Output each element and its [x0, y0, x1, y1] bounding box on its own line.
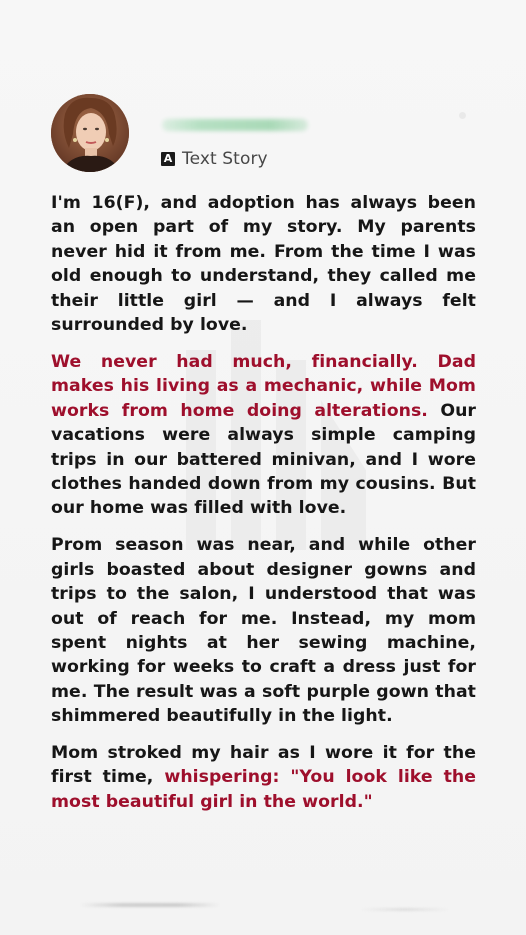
text-story-icon: A [161, 152, 175, 166]
story-paragraph [51, 350, 476, 521]
decorative-dot [459, 112, 466, 119]
author-name-redacted [162, 119, 308, 131]
decorative-smudge [360, 908, 450, 911]
story-paragraph [51, 191, 476, 337]
story-text: Mom stroked my hair as I wore it for the first time, [51, 743, 476, 788]
story-body [51, 191, 476, 827]
text-story-tag [161, 149, 268, 169]
story-text: Our vacations were always simple camping trips in our battered minivan, and I wore clothes handed down from my cousins. But our home was filled with love. [51, 400, 477, 519]
decorative-smudge [80, 903, 220, 907]
story-paragraph [51, 741, 476, 814]
story-paragraph [51, 533, 476, 728]
story-text: Prom season was near, and while other girls boasted about designer gowns and trips to the salon, I understood that was out of reach for me. Instead, my mom spent nights at her sewing machine, working for weeks to craft a dress just for me. The result was a soft purple gown that shimmered beautifully in the light. [51, 535, 476, 727]
profile-avatar[interactable] [51, 94, 129, 172]
story-highlight-text: whispering: "You look like the most beautiful girl in the world." [51, 767, 476, 812]
story-text: I'm 16(F), and adoption has always been an open part of my story. My parents never hid it from me. From the time I was old enough to understand, they called me their little girl — and I always felt surrounded by love. [51, 193, 476, 336]
text-story-label: Text Story [182, 149, 268, 169]
avatar-portrait-icon [51, 94, 129, 172]
post-header [51, 94, 481, 174]
story-highlight-text: We never had much, financially. Dad makes his living as a mechanic, while Mom works from home doing alterations. [51, 351, 476, 421]
